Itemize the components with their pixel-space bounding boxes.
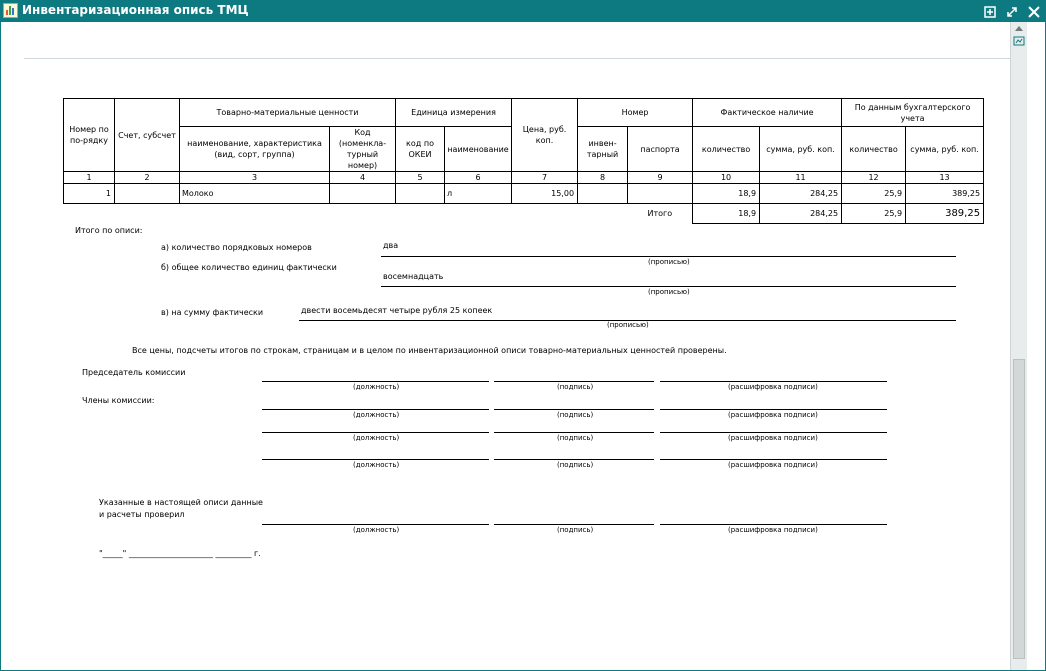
header-actual-qty: количество: [693, 127, 760, 172]
row-num: 1: [64, 184, 115, 204]
table-row: [64, 184, 984, 204]
signature-line: [494, 524, 654, 525]
signature-caption: (подпись): [557, 383, 594, 391]
col-number: 8: [578, 172, 628, 184]
header-acc-sum: сумма, руб. коп.: [906, 127, 984, 172]
col-number: 6: [445, 172, 512, 184]
inventory-table: [63, 98, 984, 224]
position-line: [262, 524, 489, 525]
scroll-thumb[interactable]: [1013, 359, 1025, 659]
col-number: 2: [115, 172, 180, 184]
decoding-caption: (расшифровка подписи): [728, 411, 818, 419]
row-actual-qty: 18,9: [693, 184, 760, 204]
total-actual-qty: 18,9: [693, 204, 760, 224]
decoding-line: [660, 524, 887, 525]
decoding-caption: (расшифровка подписи): [728, 383, 818, 391]
col-number: 1: [64, 172, 115, 184]
total-acc-sum: 389,25: [906, 204, 984, 224]
summary-a-value: два: [383, 241, 399, 250]
row-inventory: [578, 184, 628, 204]
col-number: 5: [396, 172, 445, 184]
header-account: Счет, субсчет: [115, 99, 180, 172]
chart-app-icon: [3, 3, 18, 18]
row-unit: л: [445, 184, 512, 204]
position-caption: (должность): [353, 434, 400, 442]
header-unit-code: код по ОКЕИ: [396, 127, 445, 172]
summary-b-line: [381, 286, 956, 287]
row-acc-qty: 25,9: [842, 184, 906, 204]
position-line: [262, 459, 489, 460]
row-name: Молоко: [180, 184, 330, 204]
title-bar: [0, 0, 1046, 22]
row-okei: [396, 184, 445, 204]
header-accounting: По данным бухгалтерского учета: [842, 99, 984, 127]
signature-line: [494, 459, 654, 460]
date-line: "_____" _____________________ _________ г.: [99, 549, 261, 558]
position-line: [262, 409, 489, 410]
total-actual-sum: 284,25: [760, 204, 842, 224]
checked-label: Указанные в настоящей описи данные и расчеты проверил: [99, 498, 263, 519]
header-actual-sum: сумма, руб. коп.: [760, 127, 842, 172]
restore-icon: [983, 5, 997, 19]
position-caption: (должность): [353, 526, 400, 534]
vertical-scrollbar[interactable]: [1010, 22, 1027, 670]
document-view: [2, 22, 1027, 670]
header-acc-qty: количество: [842, 127, 906, 172]
signature-line: [494, 409, 654, 410]
total-label: Итого: [647, 209, 673, 219]
signature-caption: (подпись): [557, 411, 594, 419]
header-unit: Единица измерения: [396, 99, 512, 127]
members-label: Члены комиссии:: [82, 396, 155, 405]
signature-line: [494, 432, 654, 433]
decoding-line: [660, 432, 887, 433]
page-top-divider: [24, 58, 1021, 59]
signature-caption: (подпись): [557, 434, 594, 442]
close-icon: [1027, 5, 1041, 19]
position-caption: (должность): [353, 411, 400, 419]
close-window-button[interactable]: [1027, 4, 1041, 18]
summary-a-line: [381, 256, 956, 257]
row-account: [115, 184, 180, 204]
position-line: [262, 381, 489, 382]
col-number: 9: [628, 172, 693, 184]
decoding-caption: (расшифровка подписи): [728, 434, 818, 442]
row-price: 15,00: [512, 184, 578, 204]
expand-icon: [1005, 5, 1019, 19]
in-words-caption: (прописью): [648, 288, 690, 296]
col-number: 11: [760, 172, 842, 184]
position-line: [262, 432, 489, 433]
header-inventory: инвен-тарный: [578, 127, 628, 172]
header-goods-code: Код (номенкла-турный номер): [330, 127, 396, 172]
summary-b-label: б) общее количество единиц фактически: [161, 263, 337, 272]
restore-window-button[interactable]: [983, 4, 997, 18]
in-words-caption: (прописью): [648, 258, 690, 266]
header-passport: паспорта: [628, 127, 693, 172]
verified-text: Все цены, подсчеты итогов по строкам, страницам и в целом по инвентаризационной описи товарно-материальных ценностей проверены.: [132, 346, 727, 355]
window-title: Инвентаризационная опись ТМЦ: [22, 3, 249, 17]
total-row: [64, 204, 984, 224]
header-goods: Товарно-материальные ценности: [180, 99, 396, 127]
summary-a-label: а) количество порядковых номеров: [161, 243, 312, 252]
col-number: 7: [512, 172, 578, 184]
row-passport: [628, 184, 693, 204]
position-caption: (должность): [353, 383, 400, 391]
row-actual-sum: 284,25: [760, 184, 842, 204]
total-acc-qty: 25,9: [842, 204, 906, 224]
row-code: [330, 184, 396, 204]
col-number: 13: [906, 172, 984, 184]
decoding-line: [660, 459, 887, 460]
window-frame: [0, 22, 1046, 671]
header-actual: Фактическое наличие: [693, 99, 842, 127]
decoding-caption: (расшифровка подписи): [728, 461, 818, 469]
header-goods-name: наименование, характеристика (вид, сорт, группа): [180, 127, 330, 172]
col-number: 12: [842, 172, 906, 184]
zoom-icon[interactable]: [1013, 36, 1025, 46]
summary-title: Итого по описи:: [75, 226, 143, 235]
col-number: 4: [330, 172, 396, 184]
in-words-caption: (прописью): [607, 321, 649, 329]
signature-caption: (подпись): [557, 526, 594, 534]
header-num: Номер по по-рядку: [64, 99, 115, 172]
column-numbers-row: [64, 172, 984, 184]
signature-caption: (подпись): [557, 461, 594, 469]
decoding-line: [660, 381, 887, 382]
summary-c-label: в) на сумму фактически: [161, 308, 264, 317]
maximize-window-button[interactable]: [1005, 4, 1019, 18]
col-number: 3: [180, 172, 330, 184]
summary-b-value: восемнадцать: [383, 272, 444, 281]
chairman-label: Председатель комиссии: [82, 368, 186, 377]
header-number: Номер: [578, 99, 693, 127]
position-caption: (должность): [353, 461, 400, 469]
row-acc-sum: 389,25: [906, 184, 984, 204]
col-number: 10: [693, 172, 760, 184]
scroll-up-arrow-icon[interactable]: [1015, 26, 1023, 31]
decoding-caption: (расшифровка подписи): [728, 526, 818, 534]
summary-c-value: двести восемьдесят четыре рубля 25 копеек: [301, 306, 493, 315]
header-unit-name: наименование: [445, 127, 512, 172]
decoding-line: [660, 409, 887, 410]
signature-line: [494, 381, 654, 382]
header-price: Цена, руб. коп.: [512, 99, 578, 172]
